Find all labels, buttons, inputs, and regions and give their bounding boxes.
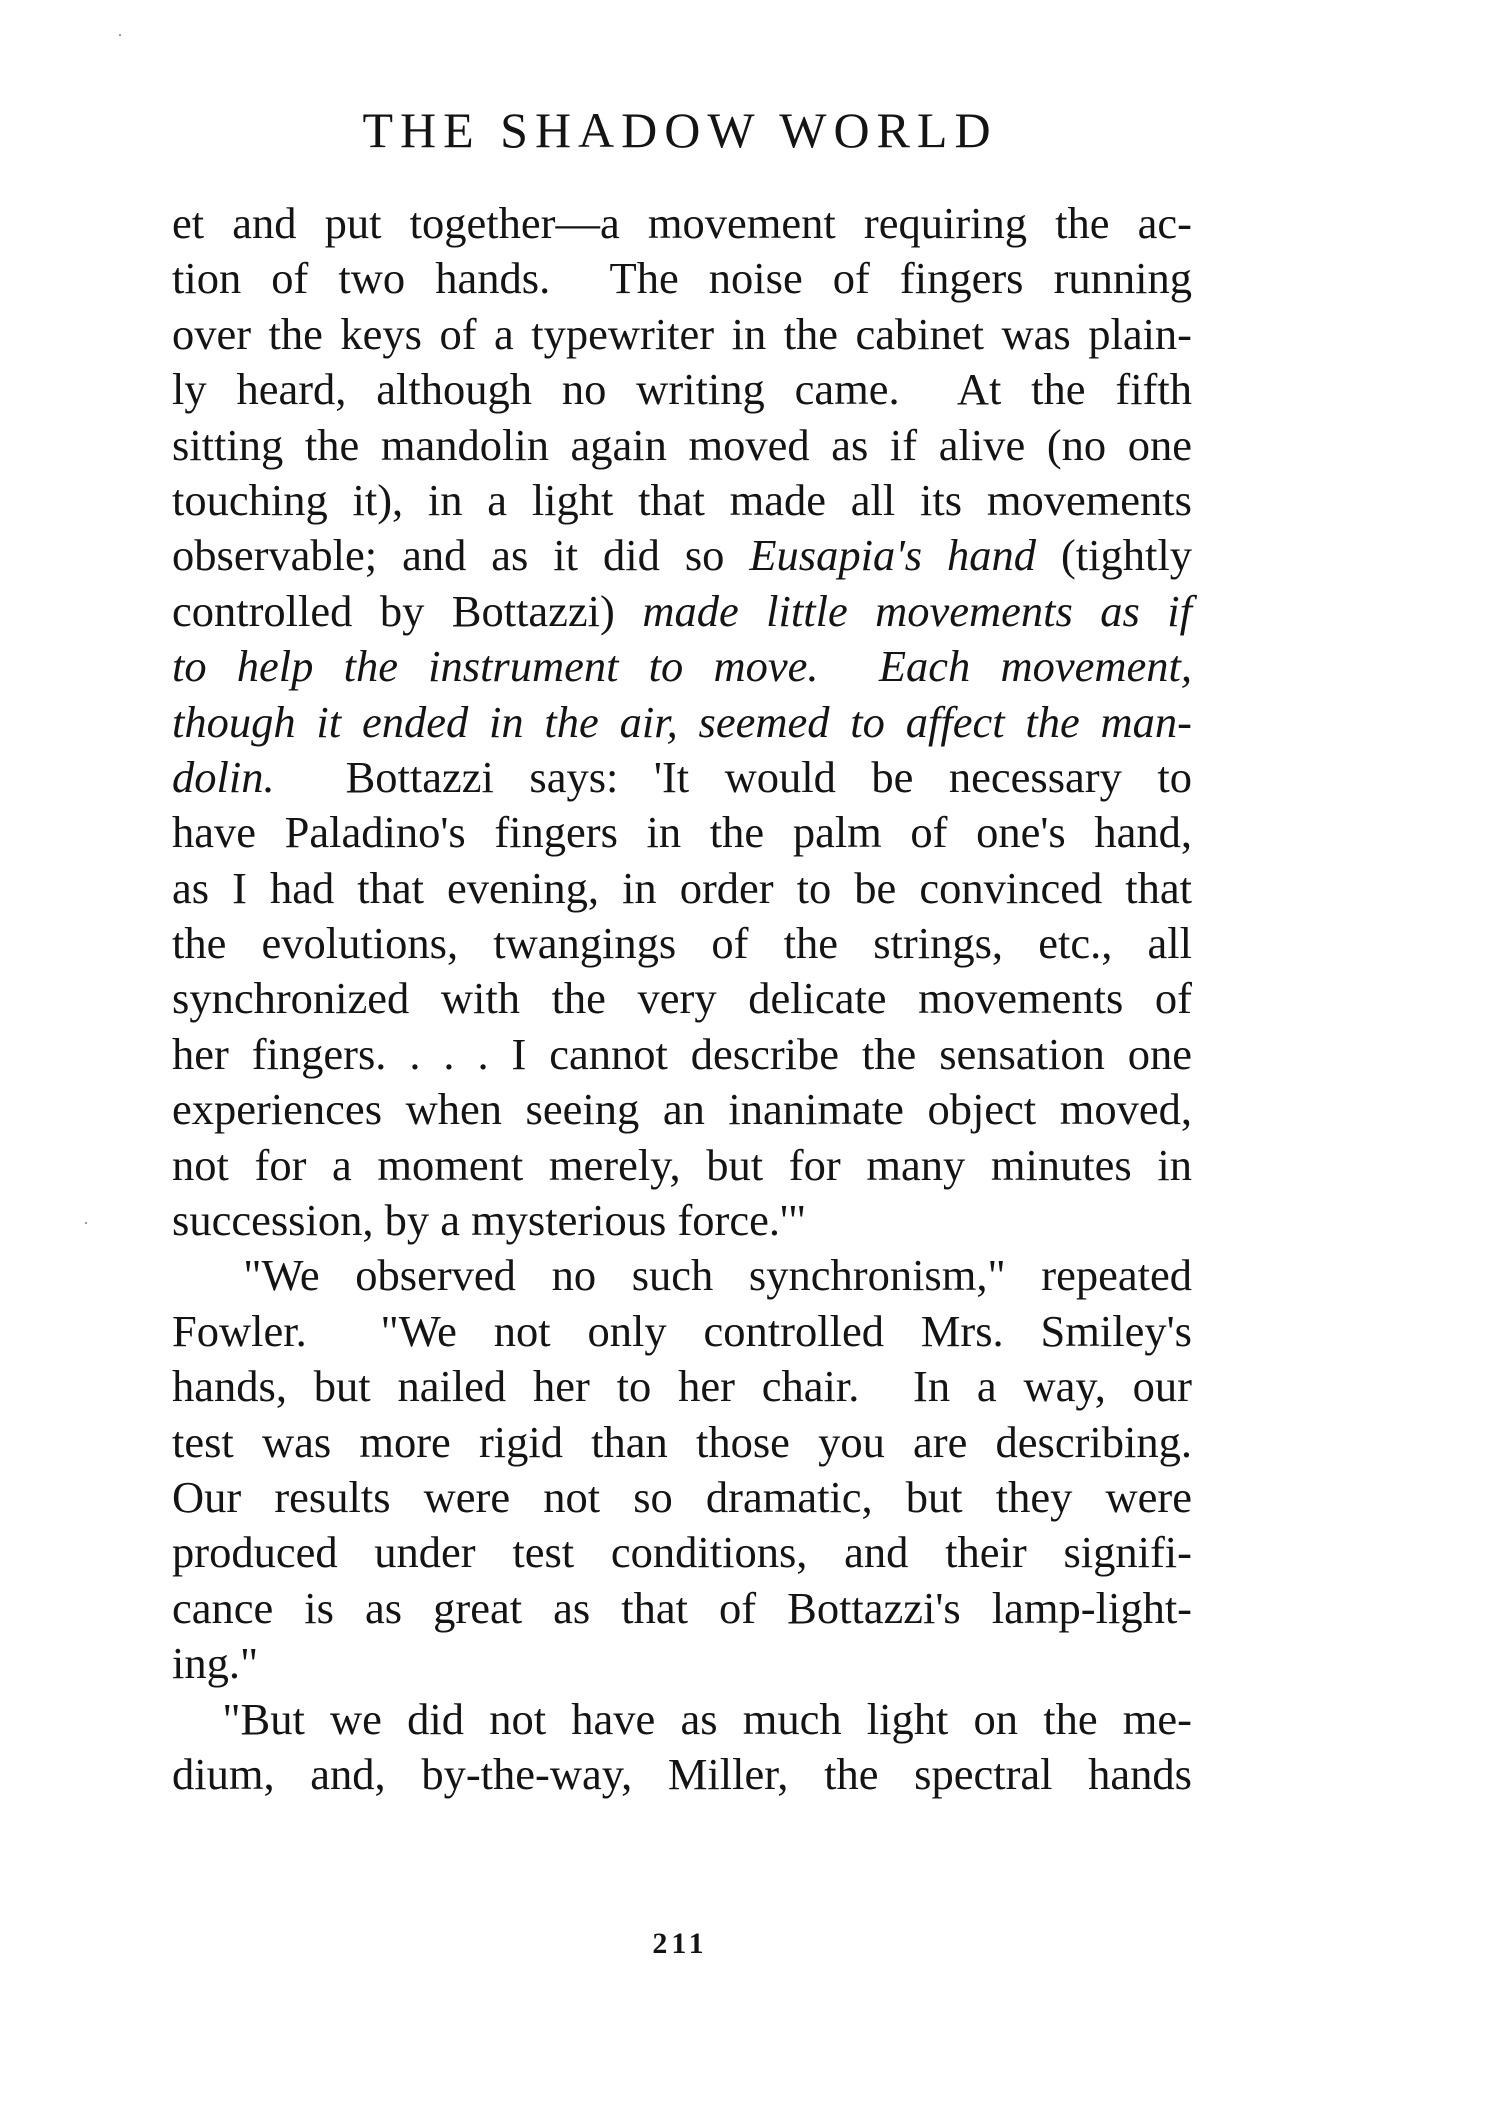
text-line [172,1359,1192,1414]
text-line [172,1193,1192,1248]
text-segment: ing." [172,1638,259,1689]
text-segment: succession, by a mysterious force.'" [172,1195,807,1246]
text-line [172,1747,1192,1802]
page-number: 211 [652,1927,708,1960]
text-segment: cance is as great as that of Bottazzi's lamp-light- [172,1582,1192,1633]
text-segment: her fingers. . . . I cannot describe the sensation one [172,1028,1192,1079]
text-line [172,1692,1192,1747]
text-line [172,251,1192,306]
text-line [172,196,1192,251]
text-line [172,639,1192,694]
text-line [172,1138,1192,1193]
text-line [172,1525,1192,1580]
text-line [172,1581,1192,1636]
text-line [172,861,1192,916]
text-segment: touching it), in a light that made all its movements [172,474,1192,525]
text-segment: synchronized with the very delicate movements of [172,973,1192,1024]
text-line [172,362,1192,417]
text-segment: dium, and, by-the-way, Miller, the spectral hands [172,1748,1192,1799]
text-segment: "We observed no such synchronism," repeated [172,1250,1192,1301]
italic-text: dolin. [172,751,275,802]
text-segment: "But we did not have as much light on the me- [172,1693,1192,1744]
text-segment: observable; and as it did so [172,530,750,581]
italic-text: Eusapia's hand [749,530,1036,581]
text-line [172,528,1192,583]
text-segment: controlled by Bottazzi) [172,585,643,636]
text-line [172,1470,1192,1525]
text-segment: tion of two hands. The noise of fingers running [172,253,1192,304]
text-line [172,307,1192,362]
text-line [172,418,1192,473]
text-segment: test was more rigid than those you are describing. [172,1416,1192,1467]
text-segment: (tightly [1036,530,1192,581]
text-segment: et and put together—a movement requiring the ac- [172,198,1192,248]
text-segment: experiences when seeing an inanimate object moved, [172,1084,1192,1135]
text-segment: the evolutions, twangings of the strings, etc., all [172,918,1192,969]
text-segment: not for a moment merely, but for many minutes in [172,1139,1192,1190]
text-line [172,1027,1192,1082]
text-line [172,473,1192,528]
text-line [172,1415,1192,1470]
body-text [172,196,1192,1802]
text-line [172,584,1192,639]
paper-speck [119,34,121,36]
paper-speck [85,1222,87,1224]
running-head: THE SHADOW WORLD [362,102,998,158]
text-segment: sitting the mandolin again moved as if alive (no one [172,419,1192,470]
text-segment: over the keys of a typewriter in the cabinet was plain- [172,308,1192,359]
text-line [172,805,1192,860]
text-segment: produced under test conditions, and their signifi- [172,1527,1192,1578]
text-line [172,1082,1192,1137]
text-segment: Bottazzi says: 'It would be necessary to [274,751,1192,802]
text-line [172,971,1192,1026]
text-line [172,695,1192,750]
text-segment: Our results were not so dramatic, but they were [172,1471,1192,1522]
text-line [172,1248,1192,1303]
text-segment: as I had that evening, in order to be convinced that [172,862,1192,913]
italic-text: though it ended in the air, seemed to affect the man- [172,696,1192,747]
text-line [172,916,1192,971]
text-line [172,1304,1192,1359]
text-segment: hands, but nailed her to her chair. In a way, our [172,1361,1192,1412]
text-segment: have Paladino's fingers in the palm of one's hand, [172,807,1192,858]
italic-text: to help the instrument to move. Each movement, [172,641,1192,692]
italic-text: made little movements as if [642,585,1192,636]
text-segment: Fowler. "We not only controlled Mrs. Smiley's [172,1305,1192,1356]
text-segment: ly heard, although no writing came. At the fifth [172,364,1192,415]
text-line [172,750,1192,805]
text-line [172,1636,1192,1691]
